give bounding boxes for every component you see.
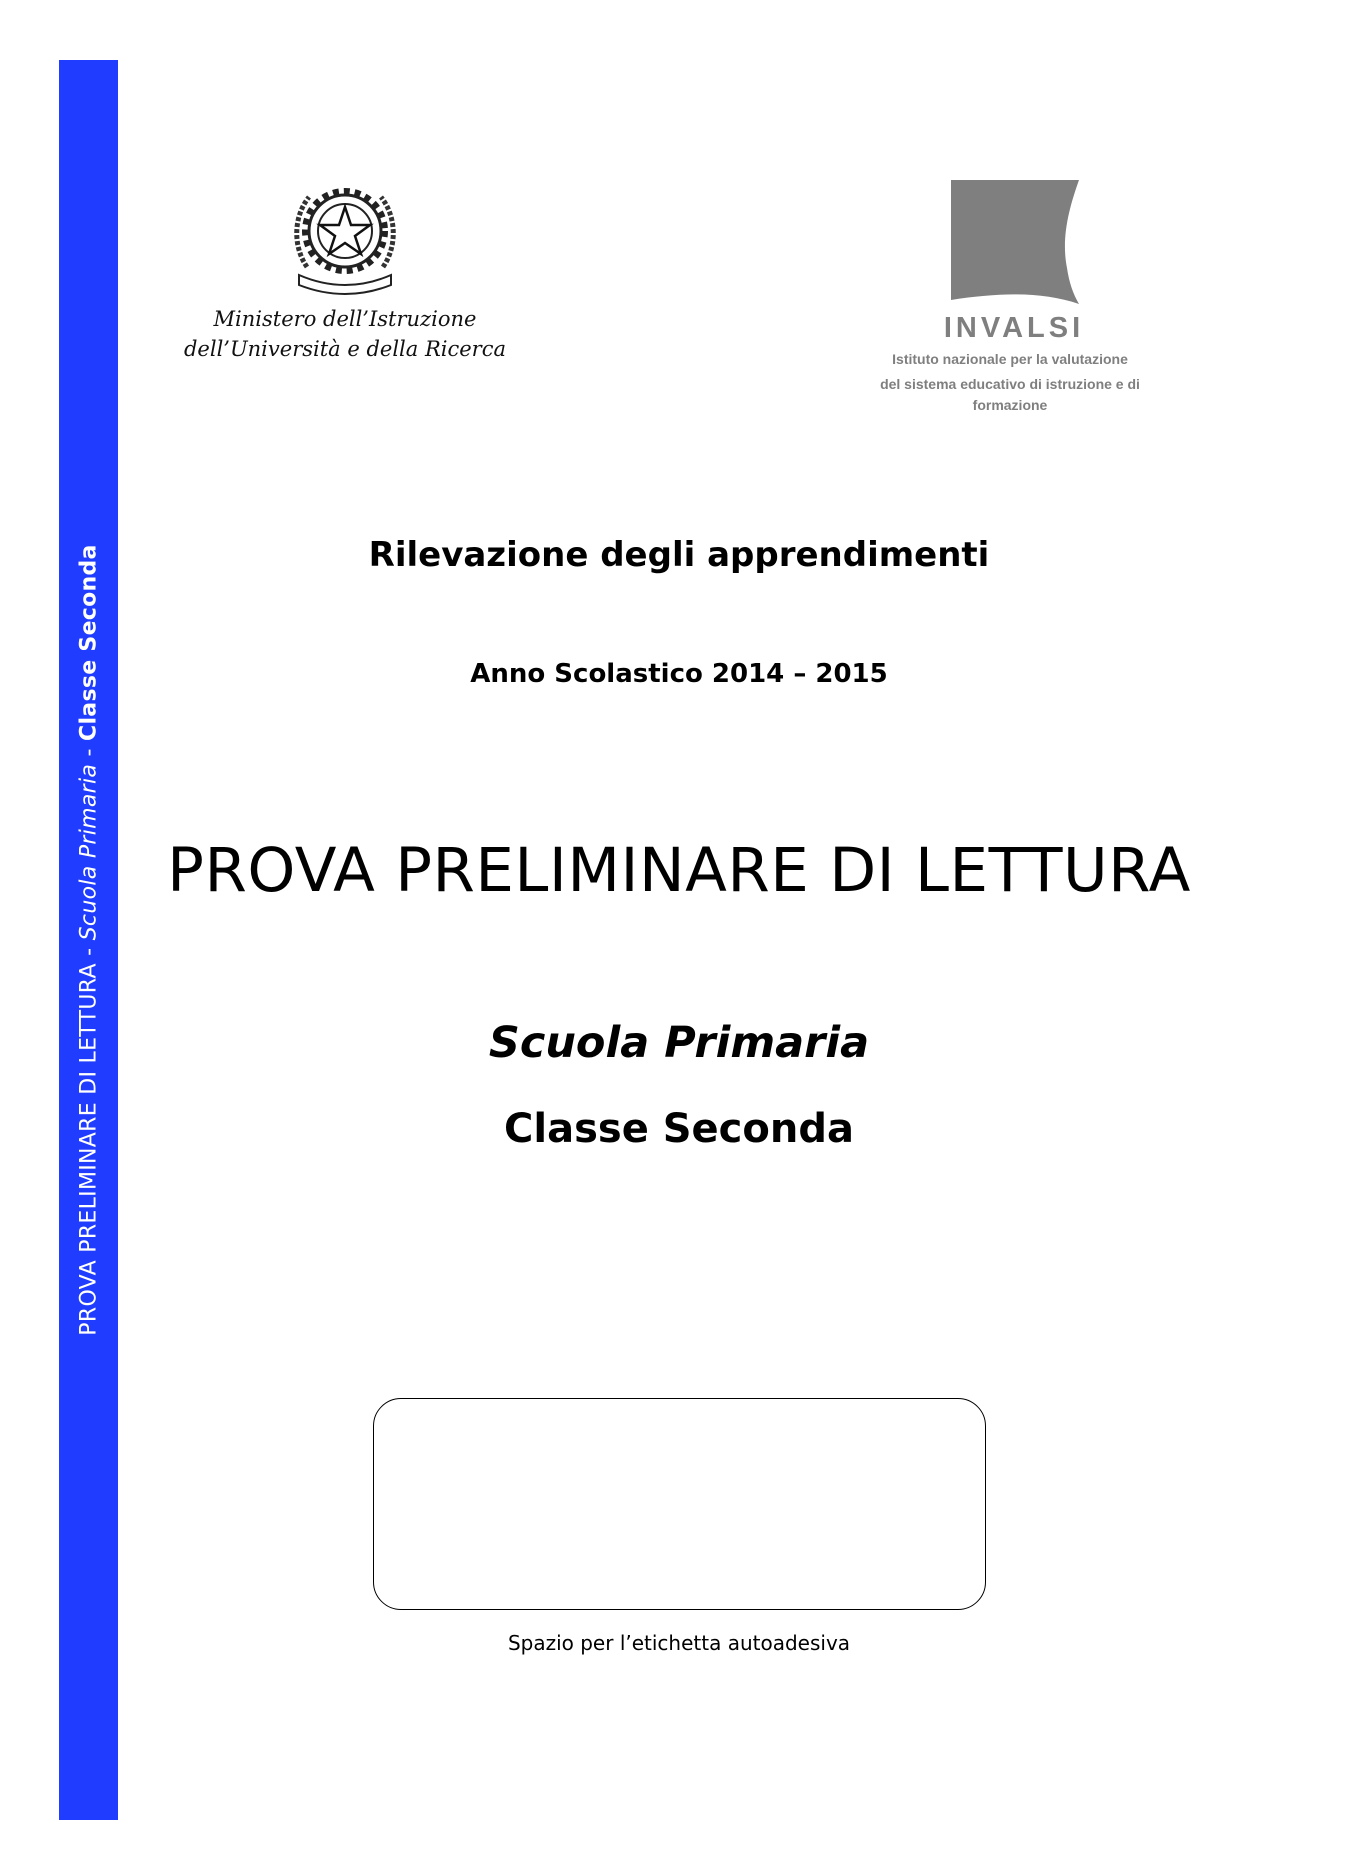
sticker-label-caption: Spazio per l’etichetta autoadesiva bbox=[507, 1631, 851, 1655]
survey-title: Rilevazione degli apprendimenti bbox=[368, 535, 990, 575]
invalsi-logo-block bbox=[850, 178, 1170, 416]
ministry-logo-block bbox=[175, 175, 515, 364]
italian-republic-emblem-icon bbox=[285, 175, 405, 300]
school-year: Anno Scolastico 2014 – 2015 bbox=[470, 659, 888, 689]
side-text-school: Scuola Primaria bbox=[76, 763, 102, 941]
side-text-separator: - bbox=[76, 740, 102, 764]
ministry-name-line1: Ministero dell’Istruzione bbox=[213, 307, 477, 331]
invalsi-logo-icon bbox=[943, 178, 1083, 310]
side-text-class: Classe Seconda bbox=[76, 544, 102, 741]
ministry-name-line2: dell’Università e della Ricerca bbox=[183, 337, 506, 361]
class-level: Classe Seconda bbox=[504, 1106, 854, 1152]
invalsi-subtitle-line2: del sistema educativo di istruzione e di formazione bbox=[880, 376, 1140, 413]
side-text-title: PROVA PRELIMINARE DI LETTURA - bbox=[76, 940, 102, 1336]
sticker-label-box bbox=[373, 1398, 986, 1610]
school-level: Scuola Primaria bbox=[488, 1018, 870, 1068]
invalsi-subtitle-line1: Istituto nazionale per la valutazione bbox=[892, 351, 1128, 367]
invalsi-name: INVALSI bbox=[943, 312, 1085, 344]
test-title: PROVA PRELIMINARE DI LETTURA bbox=[167, 835, 1191, 906]
